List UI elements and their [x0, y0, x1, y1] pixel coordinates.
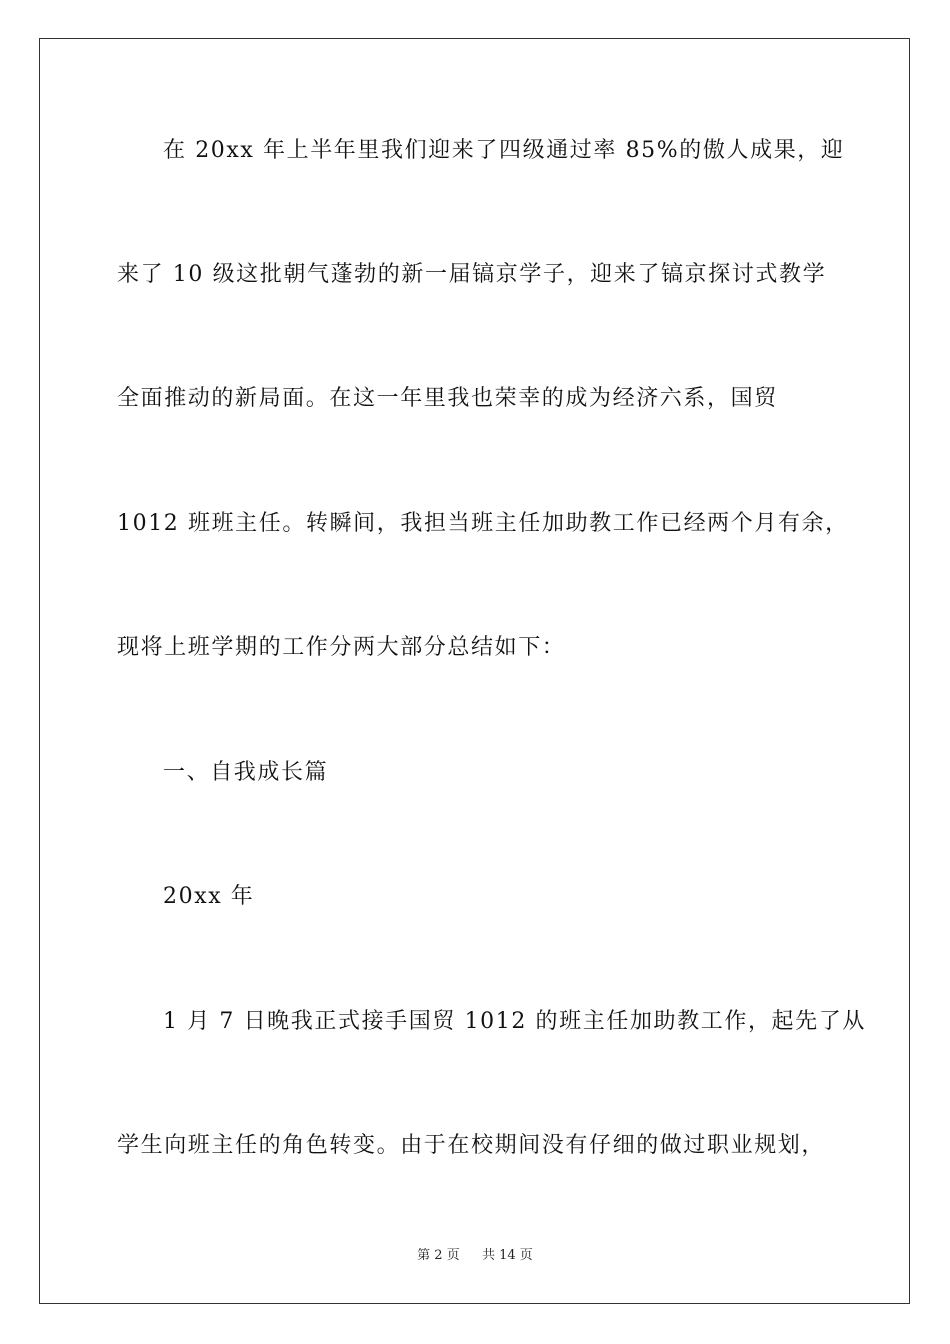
paragraph-line: 在 20xx 年上半年里我们迎来了四级通过率 85%的傲人成果，迎	[163, 138, 845, 163]
page-number: 第 2 页	[417, 1248, 460, 1263]
page-total: 共 14 页	[482, 1248, 533, 1263]
page-footer	[0, 1248, 950, 1264]
paragraph-line: 来了 10 级这批朝气蓬勃的新一届镐京学子，迎来了镐京探讨式教学	[117, 262, 827, 287]
page-frame	[39, 38, 910, 1304]
year-heading: 20xx 年	[163, 884, 255, 909]
paragraph-line: 1012 班班主任。转瞬间，我担当班主任加助教工作已经两个月有余，	[117, 511, 849, 536]
section-heading: 一、自我成长篇	[163, 760, 329, 785]
paragraph-line: 学生向班主任的角色转变。由于在校期间没有仔细的做过职业规划，	[117, 1133, 826, 1158]
paragraph-line: 现将上班学期的工作分两大部分总结如下：	[117, 635, 566, 660]
paragraph-line: 1 月 7 日晚我正式接手国贸 1012 的班主任加助教工作，起先了从	[163, 1009, 866, 1034]
paragraph-line: 全面推动的新局面。在这一年里我也荣幸的成为经济六系，国贸	[117, 386, 778, 411]
